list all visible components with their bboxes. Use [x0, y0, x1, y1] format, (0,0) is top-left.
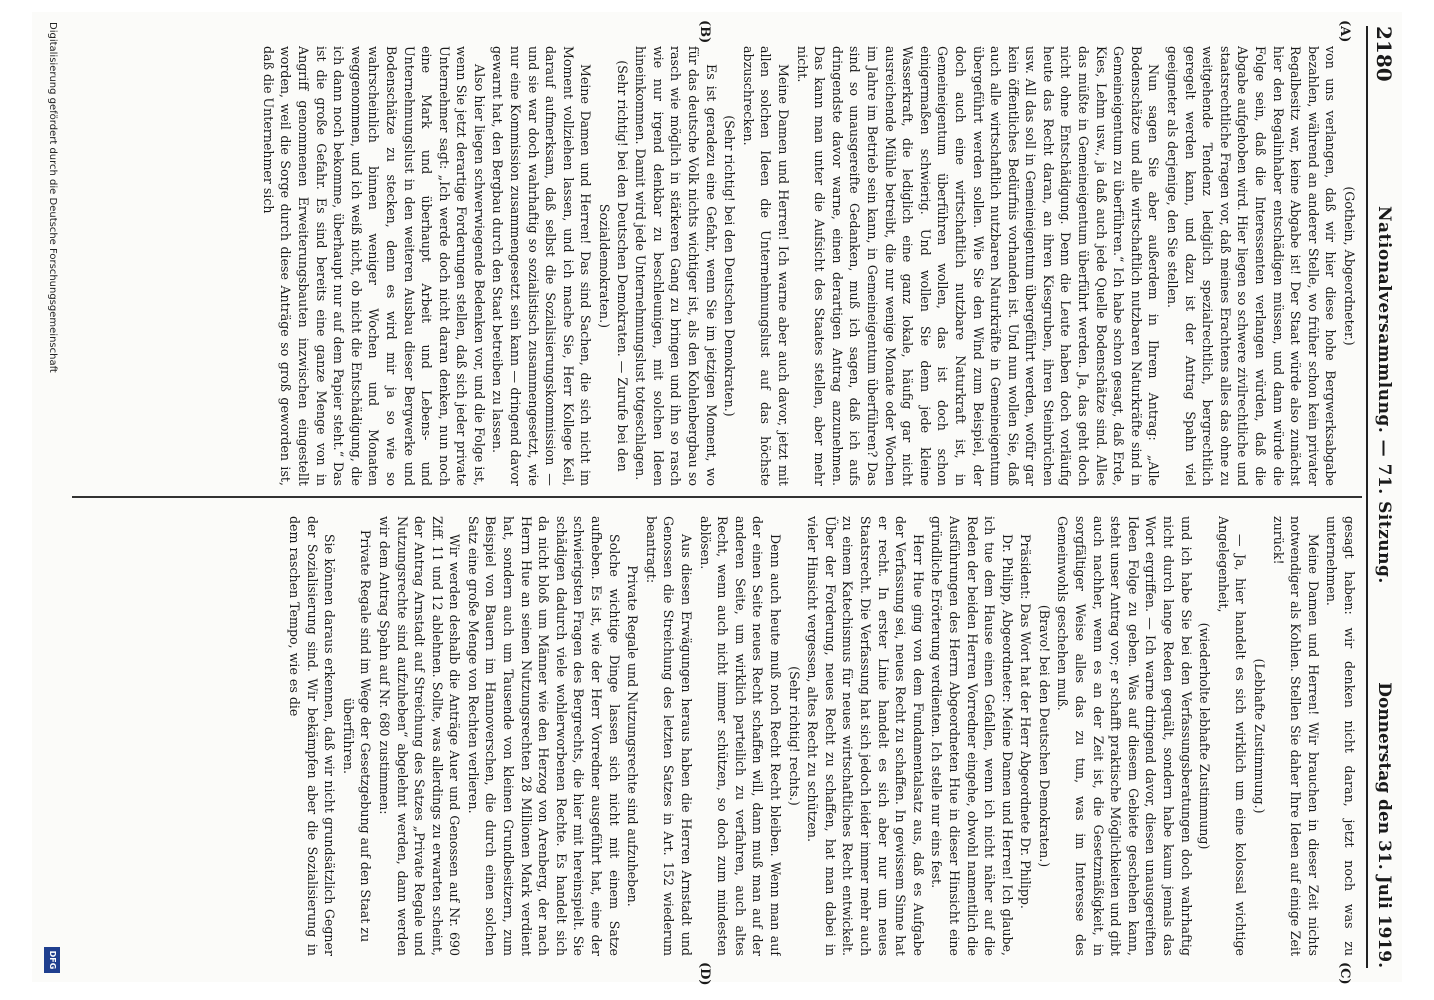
paragraph: Meine Damen und Herren! Wir brauchen in dieser Zeit nichts notwendiger als Kohlen. Stellen Sie daher Ihre Ideen auf einige Zeit zurück!	[1270, 516, 1321, 956]
document-page	[32, 12, 1402, 986]
paragraph: und ich habe Sie bei den Verfassungsberatungen doch wahrhaftig nicht durch lange Reden gequält, sondern habe kaum jemals das Wort ergriffen. — Ich warne dringend davor, diesen unausgereiften Ideen Folge zu geben. Was auf diesem Gebiete geschehen kann, steht unser Antrag vor; er schafft praktische Möglichkeiten und gibt auch nachher, wenn es an der Zeit ist, die Gesetzmäßigkeit, in sorgfältiger Weise alles das zu tun, was im Interesse des Gemeinwohls geschehen muß.	[1055, 516, 1194, 956]
left-text-column	[68, 46, 1358, 486]
page-number: 2180	[1372, 26, 1396, 82]
paragraph: Herr Hue ging von dem Fundamentalsatz aus, daß es Aufgabe der Verfassung sei, neues Recht zu schaffen. In gewissem Sinne hat er recht. In erster Linie handelt es sich aber nur um neues Staatsrecht. Die Verfassung hat sich jedoch leider immer mehr auch zu einem Katechismus für neues wirtschaftliches Recht entwickelt. Über der Forderung, neues Recht zu schaffen, hat man dabei in vieler Hinsicht vergessen, altes Recht zu schützen.	[805, 516, 926, 956]
interjection: (Sehr richtig! bei den Deutschen Demokraten. — Zurufe bei den Sozialdemokraten.)	[597, 60, 630, 472]
speaker-line: (Gothein, Abgeordneter.)	[1342, 186, 1357, 346]
interjection: (Bravo! bei den Deutschen Demokraten.)	[1036, 604, 1052, 868]
paragraph: Aus diesen Erwägungen heraus haben die Herren Arnstadt und Genossen die Streichung des letzten Satzes in Art. 152 wiederum beantragt:	[643, 516, 695, 956]
column-divider	[72, 496, 1362, 498]
paragraph: Sie können daraus erkennen, daß wir nicht grundsätzlich Gegner der Sozialisierung sind. Wir bekämpfen aber die Sozialisierung in dem raschen Tempo, wie es die	[286, 516, 338, 956]
margin-marker-d: (D)	[697, 962, 712, 986]
paragraph: Nun sagen Sie aber außerdem in Ihrem Antrag: „Alle Bodenschätze und alle wirtschaftlich nutzbaren Naturkräfte sind in Gemeineigentum zu überführen.“ Ich habe schon gesagt, daß Erde, Kies, Lehm usw., ja daß auch jede Quelle Bodenschätze sind. Alles das müßte in Gemeineigentum überführt werden. Ja, das geht doch nicht ohne Entschädigung. Denn die Leute haben doch vorläufig heute das Recht daran, an ihren Kiesgruben, ihren Steinbrüchen usw. All das soll in Gemeineigentum übergeführt werden, wofür gar kein öffentliches Bedürfnis vorhanden ist. Und nun wollen Sie, daß auch alle wirtschaftlich nutzbaren Naturkräfte in Gemeineigentum übergeführt werden sollen. Wie Sie den Wind zum Beispiel, der doch auch eine wirtschaftlich nutzbare Naturkraft ist, in Gemeineigentum überführen wollen, das ist doch schon einigermaßen schwierig. Und wollen Sie denn jede kleine Wasserkraft, die lediglich eine ganz lokale, häufig gar nicht ausreichende Mühle betreibt, die nur wenige Monate oder Wochen im Jahre im Betrieb sein kann, in Gemeineigentum überführen? Das sind so unausgereifte Gedanken, muß ich sagen, daß ich aufs dringendste davor warne, einen derartigen Antrag anzunehmen. Das kann man unter die Aufsicht des Staates stellen, aber mehr nicht.	[794, 46, 1162, 486]
margin-marker-b: (B)	[697, 20, 712, 44]
paragraph: Wir werden deshalb die Anträge Auer und Genossen auf Nr. 690 Ziff. 11 und 12 ablehnen. Sollte, was allerdings zu erwarten scheint, der Antrag Arnstadt auf Streichung des Satzes „Private Regale und Nutzungsrechte sind aufzuheben“ abgelehnt werden, dann werden wir dem Antrag Spahn auf Nr. 680 zustimmen:	[376, 516, 463, 956]
right-text-column	[68, 516, 1358, 956]
dfg-logo-icon: DFG	[44, 947, 60, 973]
paragraph: Also hier liegen schwerwiegende Bedenken vor, und die Folge ist, wenn Sie jetzt derartige Forderungen stellen, daß sich jeder private Unternehmer sagt: „Ich werde doch nicht daran denken, nun noch eine Mark und überhaupt Arbeit und Lebens- und Unternehmungslust in den weiteren Ausbau dieser Bergwerke und Bodenschätze zu stecken, denn es wird mir ja so wie so wahrscheinlich binnen weniger Wochen und Monaten weggenommen, und ich weiß nicht, ob nicht die Entschädigung, die ich dann noch bekomme, überhaupt nur auf dem Papier steht.“ Das ist die große Gefahr. Es sind bereits eine ganze Menge von in Angriff genommenen Erweiterungsbauten inzwischen eingestellt worden, weil die Sorge durch diese Anträge so groß geworden ist, daß die Unternehmer sich	[260, 46, 487, 486]
paragraph: Meine Damen und Herren! Das sind Sachen, die sich nicht im Moment vollziehen lassen, und ich mache Sie, Herr Kollege Keil, darauf aufmerksam, daß selbst die Sozialisierungskommission — und sie war doch wahrhaftig so sozialistisch zusammengesetzt, wie nur eine Kommission zusammengesetzt sein kann — dringend davor gewarnt hat, den Bergbau durch den Staat betreiben zu lassen.	[490, 46, 594, 486]
paragraph: von uns verlangen, daß wir hier diese hohe Bergwerksabgabe bezahlen, während an anderer Stelle, wo früher schon kein privater Regalbesitz war, keine Abgabe ist! Der Staat würde also zunächst hier den Regalinhaber entschädigen müssen, und dann würde die Folge sein, daß die Interessenten verlangen würden, daß die Abgabe aufgehoben wird. Hier liegen so schwere zivilrechtliche und staatsrechtliche Fragen vor, daß meines Erachtens alles das ohne zu weitgehende Tendenz lediglich spezialrechtlich, bergrechtlich geregelt werden kann, und dazu ist der Antrag Spahn viel geeigneter als derjenige, den Sie stellen.	[1165, 46, 1339, 486]
margin-marker-c: (C)	[1337, 962, 1352, 985]
digitization-footer	[38, 12, 62, 982]
digitization-credit: Digitalisierung gefördert durch die Deutsche Forschungsgemeinschaft	[47, 22, 58, 373]
quoted-clause: Private Regale sind im Wege der Gesetzgebung auf den Staat zu überführen.	[340, 529, 374, 943]
interjection: (wiederholte lebhafte Zustimmung)	[1197, 622, 1213, 850]
margin-marker-a: (A)	[1337, 20, 1352, 43]
session-date: Donnerstag den 31. Juli 1919.	[1374, 682, 1394, 968]
quoted-clause: Private Regale und Nutzungsrechte sind aufzuheben.	[625, 565, 641, 907]
paragraph: Denn auch heute muß noch Recht Recht bleiben. Wenn man auf der einen Seite neues Recht schaffen will, dann muß man auf der anderen Seite, um wirklich parteilich zu verfahren, auch altes Recht, wenn auch nicht immer schützen, so doch zum mindesten ablösen.	[697, 516, 783, 956]
paragraph: Solche wichtige Dinge lassen sich nicht mit einem Satze aufheben. Es ist, wie der Herr Vorredner ausgeführt hat, eine der schwierigsten Fragen des Bergrechts, die hier mit hereinspielt. Sie schädigen dadurch viele wohlerworbenen Rechte. Es handelt sich da nicht bloß um Männer wie den Herzog von Arenberg, der nach Herrn Hue an seinen Nutzungsrechten 28 Millionen Mark verdient hat, sondern auch um Tausende von kleinen Grundbesitzern, zum Beispiel von Bauern im Hannoverschen, die durch einen solchen Satz eine große Menge von Rechten verlieren.	[465, 516, 622, 956]
interjection: (Sehr richtig! rechts.)	[786, 666, 802, 806]
interjection: (Sehr richtig! bei den Deutschen Demokraten.)	[722, 115, 738, 417]
paragraph: gesagt haben: wir denken nicht daran, jetzt noch was zu unternehmen.	[1324, 516, 1357, 956]
paragraph: Dr. Philipp, Abgeordneter: Meine Damen und Herren! Ich glaube, ich tue dem Hause einen Gefallen, wenn ich nicht näher auf die Reden der beiden Herren Vorredner eingehe, obwohl namentlich die Ausführungen des Herrn Abgeordneten Hue in dieser Hinsicht eine gründliche Erörterung verdienten. Ich stelle nur eins fest.	[929, 516, 1015, 956]
session-title: Nationalversammlung. — 71. Sitzung.	[1374, 206, 1394, 584]
interjection: (Lebhafte Zustimmung.)	[1252, 658, 1268, 814]
paragraph: Meine Damen und Herren! Ich warne aber auch davor, jetzt mit allen solchen Ideen die Unternehmungslust auf das höchste abzuschrecken.	[740, 46, 791, 486]
page-header	[1366, 26, 1398, 968]
paragraph: — Ja, hier handelt es sich wirklich um eine kolossal wichtige Angelegenheit,	[1215, 516, 1249, 956]
paragraph: Es ist geradezu eine Gefahr, wenn Sie im jetzigen Moment, wo für das deutsche Volk nichts wichtiger ist, als den Kohlenbergbau so rasch wie möglich in stärkeren Gang zu bringen und ihn so rasch wie nur irgend denkbar zu beschleunigen, mit solchen Ideen hineinkommen. Damit wird jede Unternehmungslust totgeschlagen.	[633, 46, 719, 486]
president-statement: Präsident: Das Wort hat der Herr Abgeordnete Dr. Philipp.	[1018, 534, 1034, 909]
